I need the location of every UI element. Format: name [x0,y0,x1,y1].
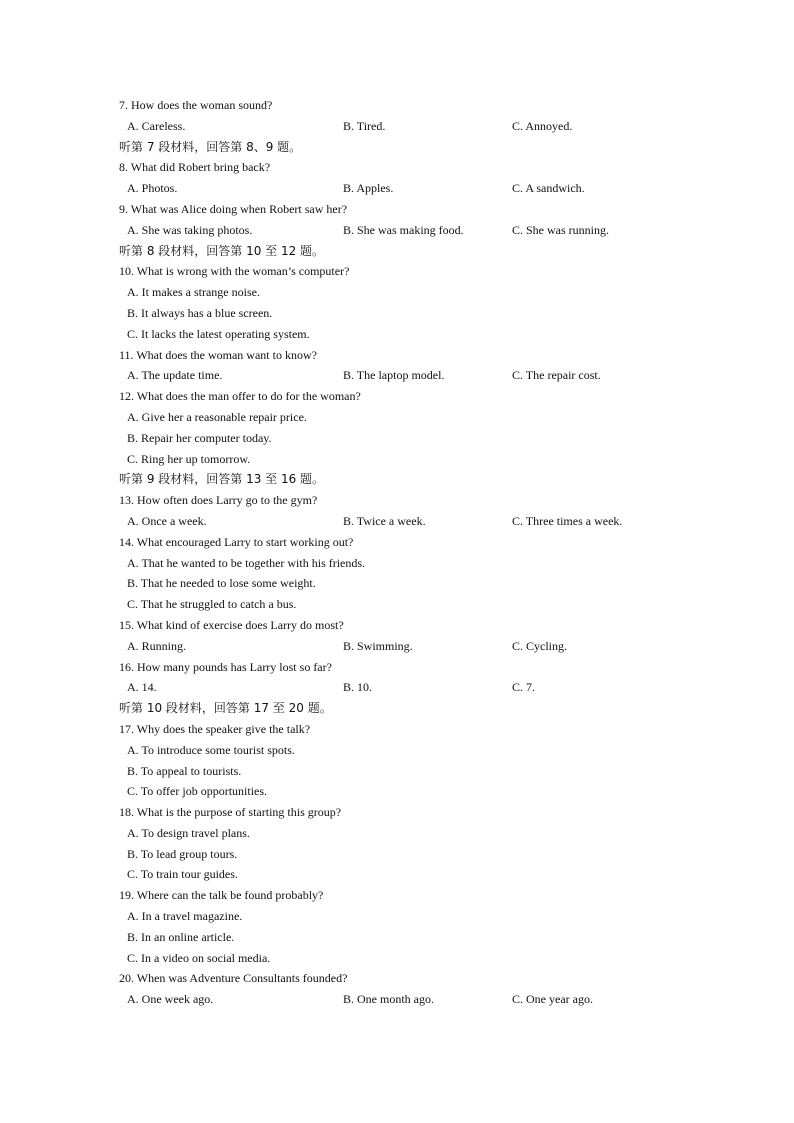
option-c: C. One year ago. [512,992,593,1007]
option-a: A. Careless. [127,118,186,133]
question-text: 15. What kind of exercise does Larry do most? [119,617,344,632]
question-text: 20. When was Adventure Consultants founded? [119,971,348,986]
option-a [119,553,719,574]
option-a: A. The update time. [127,368,223,383]
option-text: A. To design travel plans. [127,825,250,840]
option-b [119,428,719,449]
option-b: B. The laptop model. [343,368,445,383]
option-c [119,324,719,345]
section-header-7 [119,137,719,158]
question-17 [119,719,719,740]
option-c: C. She was running. [512,222,609,237]
option-text: C. In a video on social media. [127,950,271,965]
options-row-11 [119,365,719,386]
question-9 [119,199,719,220]
question-11 [119,345,719,366]
question-text: 16. How many pounds has Larry lost so far? [119,659,332,674]
option-text: A. That he wanted to be together with his friends. [127,555,366,570]
option-a [119,823,719,844]
section-header-10 [119,698,719,719]
option-text: B. In an online article. [127,929,235,944]
question-text: 8. What did Robert bring back? [119,160,271,175]
option-text: A. In a travel magazine. [127,909,243,924]
option-text: C. To train tour guides. [127,867,238,882]
option-b [119,844,719,865]
option-a [119,282,719,303]
option-b: B. 10. [343,680,373,695]
option-b: B. She was making food. [343,222,464,237]
option-b: B. Apples. [343,181,394,196]
option-c: C. Cycling. [512,638,568,653]
question-7 [119,95,719,116]
option-a [119,740,719,761]
option-b [119,761,719,782]
option-b: B. Swimming. [343,638,413,653]
question-text: 19. Where can the talk be found probably? [119,888,324,903]
exam-page [119,95,719,1010]
option-c: C. A sandwich. [512,181,585,196]
option-c [119,594,719,615]
question-text: 14. What encouraged Larry to start working out? [119,534,354,549]
option-a: A. Running. [127,638,187,653]
option-text: A. To introduce some tourist spots. [127,742,295,757]
options-row-7 [119,116,719,137]
question-10 [119,261,719,282]
section-text: 听第 8 段材料，回答第 10 至 12 题。 [119,243,325,258]
option-a: A. 14. [127,680,157,695]
question-text: 13. How often does Larry go to the gym? [119,493,318,508]
option-c: C. 7. [512,680,536,695]
option-b: B. One month ago. [343,992,434,1007]
option-c [119,864,719,885]
question-text: 10. What is wrong with the woman’s computer? [119,264,350,279]
option-c: C. Three times a week. [512,513,623,528]
question-14 [119,532,719,553]
option-text: B. To appeal to tourists. [127,763,242,778]
option-a [119,407,719,428]
option-a: A. Photos. [127,181,178,196]
option-text: C. It lacks the latest operating system. [127,326,310,341]
options-row-13 [119,511,719,532]
option-text: A. It makes a strange noise. [127,285,260,300]
question-text: 9. What was Alice doing when Robert saw her? [119,201,348,216]
options-row-8 [119,178,719,199]
question-text: 12. What does the man offer to do for the woman? [119,389,361,404]
options-row-9 [119,220,719,241]
option-text: B. Repair her computer today. [127,430,272,445]
question-20 [119,968,719,989]
option-a: A. One week ago. [127,992,214,1007]
question-text: 17. Why does the speaker give the talk? [119,721,311,736]
question-text: 18. What is the purpose of starting this group? [119,805,342,820]
option-text: B. To lead group tours. [127,846,238,861]
option-a: A. Once a week. [127,513,207,528]
option-c: C. Annoyed. [512,118,573,133]
option-c: C. The repair cost. [512,368,601,383]
question-8 [119,157,719,178]
question-15 [119,615,719,636]
option-c [119,948,719,969]
option-text: C. To offer job opportunities. [127,784,268,799]
question-19 [119,885,719,906]
option-b [119,303,719,324]
options-row-20 [119,989,719,1010]
option-text: B. It always has a blue screen. [127,305,273,320]
option-b [119,573,719,594]
option-text: B. That he needed to lose some weight. [127,576,316,591]
section-header-9 [119,469,719,490]
option-text: A. Give her a reasonable repair price. [127,409,307,424]
section-text: 听第 10 段材料，回答第 17 至 20 题。 [119,701,332,716]
option-c [119,449,719,470]
section-text: 听第 7 段材料，回答第 8、9 题。 [119,139,302,154]
question-text: 7. How does the woman sound? [119,98,273,112]
option-text: C. Ring her up tomorrow. [127,451,251,466]
option-b [119,927,719,948]
option-a: A. She was taking photos. [127,222,253,237]
section-header-8 [119,241,719,262]
question-text: 11. What does the woman want to know? [119,347,317,362]
question-16 [119,657,719,678]
option-b: B. Tired. [343,118,386,133]
option-a [119,906,719,927]
question-13 [119,490,719,511]
option-b: B. Twice a week. [343,513,426,528]
options-row-16 [119,677,719,698]
question-18 [119,802,719,823]
section-text: 听第 9 段材料，回答第 13 至 16 题。 [119,472,325,487]
options-row-15 [119,636,719,657]
option-text: C. That he struggled to catch a bus. [127,597,297,612]
question-12 [119,386,719,407]
option-c [119,781,719,802]
